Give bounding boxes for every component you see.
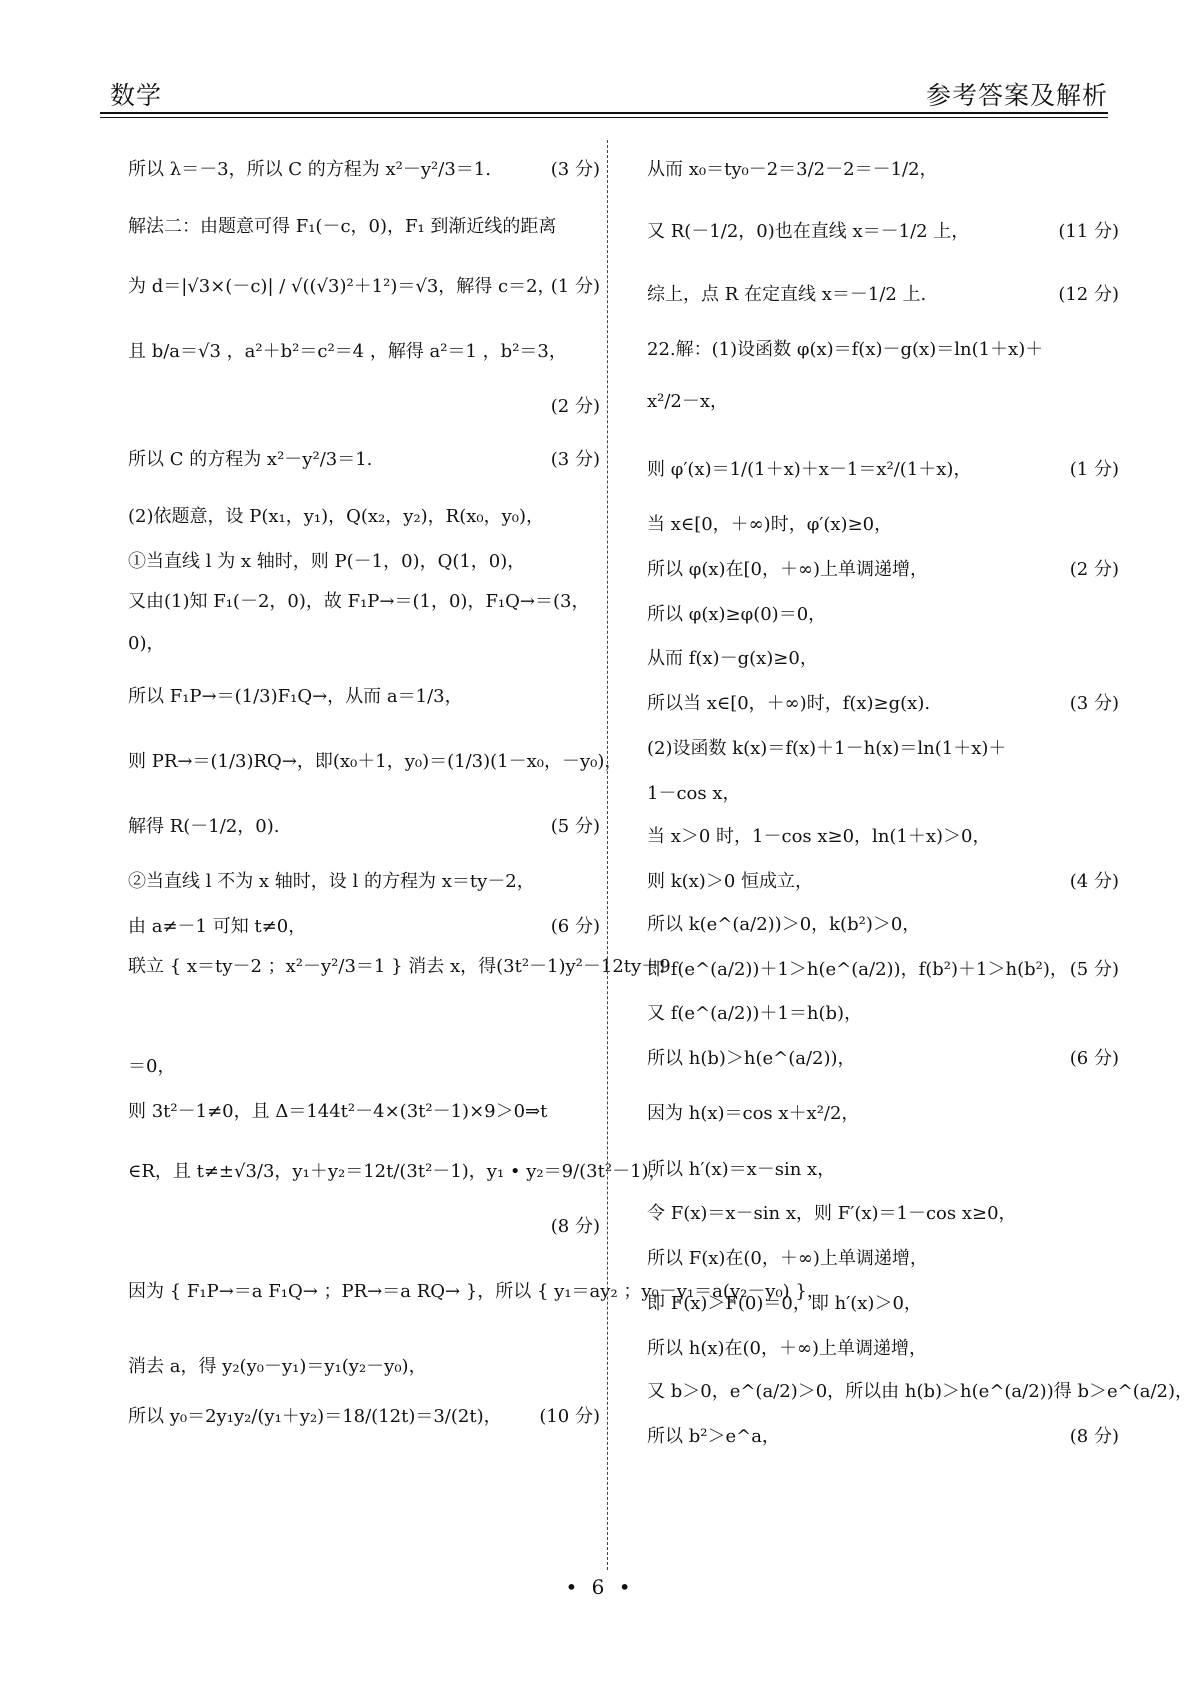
solution-line <box>128 158 600 182</box>
solution-text: 则 φ′(x)＝1/(1＋x)＋x－1＝x²/(1＋x)， <box>647 459 972 480</box>
solution-line <box>647 1202 1119 1226</box>
solution-text: (2)依题意，设 P(x₁，y₁)，Q(x₂，y₂)，R(x₀，y₀)， <box>128 506 545 527</box>
solution-text: 则 3t²－1≠0，且 Δ＝144t²－4×(3t²－1)×9＞0⇒t <box>128 1101 548 1122</box>
score-mark: (3 分) <box>1069 693 1119 714</box>
solution-line <box>647 1102 1119 1126</box>
score-mark: (11 分) <box>1058 221 1119 242</box>
solution-text: 又由(1)知 F₁(－2，0)，故 F₁P→＝(1，0)，F₁Q→＝(3， <box>128 591 590 612</box>
solution-text: 所以当 x∈[0，＋∞)时，f(x)≥g(x). <box>647 693 931 714</box>
solution-text: 则 k(x)＞0 恒成立， <box>647 871 813 892</box>
solution-text: 因为 h(x)＝cos x＋x²/2， <box>647 1103 860 1124</box>
solution-text: 所以 φ(x)≥φ(0)＝0， <box>647 604 827 625</box>
solution-text: 0)， <box>128 633 165 654</box>
solution-text: 则 PR→＝(1/3)RQ→，即(x₀＋1，y₀)＝(1/3)(1－x₀，－y₀)， <box>128 751 623 772</box>
score-mark: (1 分) <box>550 276 600 297</box>
score-mark: (1 分) <box>1069 459 1119 480</box>
solution-text: x²/2－x， <box>647 391 729 412</box>
header-rule <box>100 112 1108 114</box>
solution-line <box>647 1247 1119 1271</box>
solution-text: ＝0， <box>128 1056 176 1077</box>
solution-line <box>647 1002 1119 1026</box>
solution-line <box>128 870 600 894</box>
score-mark: (4 分) <box>1069 871 1119 892</box>
score-mark: (6 分) <box>1069 1048 1119 1069</box>
solution-line <box>647 737 1119 761</box>
solution-line <box>647 782 1119 806</box>
header-section: 参考答案及解析 <box>925 81 1108 110</box>
score-mark: (8 分) <box>1069 1426 1119 1447</box>
solution-line <box>647 390 1119 414</box>
solution-line <box>128 1280 825 1304</box>
solution-line <box>647 1292 1119 1316</box>
solution-text: 又 R(－1/2，0)也在直线 x＝－1/2 上， <box>647 221 970 242</box>
page-number: • 6 • <box>565 1575 635 1599</box>
score-mark: (3 分) <box>550 159 600 180</box>
header-subject: 数学 <box>110 81 163 110</box>
solution-line <box>647 1337 1119 1361</box>
solution-text: ①当直线 l 为 x 轴时，则 P(－1，0)，Q(1，0)， <box>128 551 526 572</box>
solution-line <box>128 1160 667 1184</box>
solution-text: 所以 λ＝－3，所以 C 的方程为 x²－y²/3＝1. <box>128 159 491 180</box>
score-mark: (3 分) <box>550 449 600 470</box>
solution-text: 所以 F(x)在(0，＋∞)上单调递增， <box>647 1248 928 1269</box>
solution-line <box>128 550 600 574</box>
solution-text: 所以 F₁P→＝(1/3)F₁Q→，从而 a＝1/3， <box>128 686 463 707</box>
solution-line <box>128 215 600 239</box>
header-rule-thin <box>100 117 1108 118</box>
score-mark: (2 分) <box>1069 559 1119 580</box>
solution-line <box>647 220 1119 244</box>
solution-text: 解法二：由题意可得 F₁(－c，0)，F₁ 到渐近线的距离 <box>128 216 557 237</box>
solution-text: 22.解：(1)设函数 φ(x)＝f(x)－g(x)＝ln(1＋x)＋ <box>647 339 1044 360</box>
solution-line <box>647 692 1119 716</box>
solution-line <box>647 870 1119 894</box>
solution-text: 所以 h′(x)＝x－sin x， <box>647 1159 836 1180</box>
solution-line <box>647 825 1119 849</box>
solution-line <box>647 283 1119 307</box>
solution-text: 即 f(e^(a/2))＋1＞h(e^(a/2))，f(b²)＋1＞h(b²)， <box>647 959 1068 980</box>
solution-text: 所以 k(e^(a/2))＞0，k(b²)＞0， <box>647 914 921 935</box>
solution-line <box>128 815 600 839</box>
solution-text: 综上，点 R 在定直线 x＝－1/2 上. <box>647 284 927 305</box>
solution-text: ②当直线 l 不为 x 轴时，设 l 的方程为 x＝ty－2， <box>128 871 535 892</box>
column-divider <box>607 140 608 1570</box>
solution-line <box>128 448 600 472</box>
solution-text: 又 b＞0，e^(a/2)＞0，所以由 h(b)＞h(e^(a/2))得 b＞e^(a/2)， <box>647 1381 1193 1402</box>
score-mark: (5 分) <box>550 816 600 837</box>
solution-text: 消去 a，得 y₂(y₀－y₁)＝y₁(y₂－y₀)， <box>128 1356 427 1377</box>
solution-text: 因为 { F₁P→＝a F₁Q→ ；PR→＝a RQ→ }，所以 { y₁＝ay₂ ；y₀－y₁＝a(y₂－y₀) }， <box>128 1281 825 1302</box>
solution-text: 所以 y₀＝2y₁y₂/(y₁＋y₂)＝18/(12t)＝3/(2t)， <box>128 1406 502 1427</box>
solution-line <box>128 590 600 614</box>
solution-line <box>128 505 600 529</box>
solution-line <box>128 632 600 656</box>
solution-line <box>647 1047 1119 1071</box>
solution-text: 令 F(x)＝x－sin x，则 F′(x)＝1－cos x≥0， <box>647 1203 1017 1224</box>
score-mark: (10 分) <box>539 1406 600 1427</box>
solution-line <box>128 1100 600 1124</box>
solution-text: 为 d＝|√3×(－c)| / √((√3)²＋1²)＝√3，解得 c＝2， <box>128 276 556 297</box>
solution-text: 即 F(x)＞F(0)＝0，即 h′(x)＞0， <box>647 1293 922 1314</box>
solution-text: 从而 x₀＝ty₀－2＝3/2－2＝－1/2， <box>647 159 938 180</box>
solution-line <box>128 340 600 364</box>
solution-text: 解得 R(－1/2，0). <box>128 816 280 837</box>
solution-line <box>128 1405 600 1429</box>
solution-text: 所以 φ(x)在[0，＋∞)上单调递增， <box>647 559 929 580</box>
solution-text: 从而 f(x)－g(x)≥0， <box>647 648 818 669</box>
solution-text: 当 x＞0 时，1－cos x≥0，ln(1＋x)＞0， <box>647 826 991 847</box>
score-mark: (12 分) <box>1058 284 1119 305</box>
solution-text: 又 f(e^(a/2))＋1＝h(b)， <box>647 1003 863 1024</box>
solution-line <box>647 958 1119 982</box>
solution-line <box>128 685 600 709</box>
solution-text: 所以 h(b)＞h(e^(a/2))， <box>647 1048 856 1069</box>
solution-line <box>647 558 1119 582</box>
solution-line <box>647 1158 1119 1182</box>
solution-text: 由 a≠－1 可知 t≠0， <box>128 916 307 937</box>
solution-line <box>128 750 623 774</box>
score-mark: (5 分) <box>1069 959 1119 980</box>
solution-line <box>128 915 600 939</box>
solution-line <box>647 338 1119 362</box>
solution-line <box>647 513 1119 537</box>
solution-line <box>647 913 1119 937</box>
solution-text: 当 x∈[0，＋∞)时，φ′(x)≥0， <box>647 514 893 535</box>
solution-line <box>128 1055 600 1079</box>
score-mark: (8 分) <box>550 1216 600 1237</box>
solution-line <box>647 1425 1119 1449</box>
solution-line <box>647 603 1119 627</box>
solution-line <box>128 275 600 299</box>
solution-text: 所以 h(x)在(0，＋∞)上单调递增， <box>647 1338 928 1359</box>
solution-line <box>647 1380 1193 1404</box>
score-mark: (6 分) <box>550 916 600 937</box>
score-mark: (2 分) <box>550 396 600 417</box>
solution-text: 所以 C 的方程为 x²－y²/3＝1. <box>128 449 373 470</box>
solution-line <box>128 955 671 979</box>
solution-text: (2)设函数 k(x)＝f(x)＋1－h(x)＝ln(1＋x)＋ <box>647 738 1007 759</box>
solution-text: ∈R，且 t≠±√3/3，y₁＋y₂＝12t/(3t²－1)，y₁ • y₂＝9/(3t²－1)， <box>128 1161 667 1182</box>
solution-line <box>128 1355 600 1379</box>
solution-text: 联立 { x＝ty－2 ；x²－y²/3＝1 } 消去 x，得(3t²－1)y²－12ty＋9 <box>128 956 671 977</box>
solution-text: 所以 b²＞e^a， <box>647 1426 780 1447</box>
solution-line <box>647 647 1119 671</box>
solution-text: 且 b/a＝√3 ，a²＋b²＝c²＝4 ，解得 a²＝1 ，b²＝3， <box>128 341 567 362</box>
solution-line <box>647 158 1119 182</box>
solution-text: 1－cos x， <box>647 783 741 804</box>
solution-line <box>647 458 1119 482</box>
